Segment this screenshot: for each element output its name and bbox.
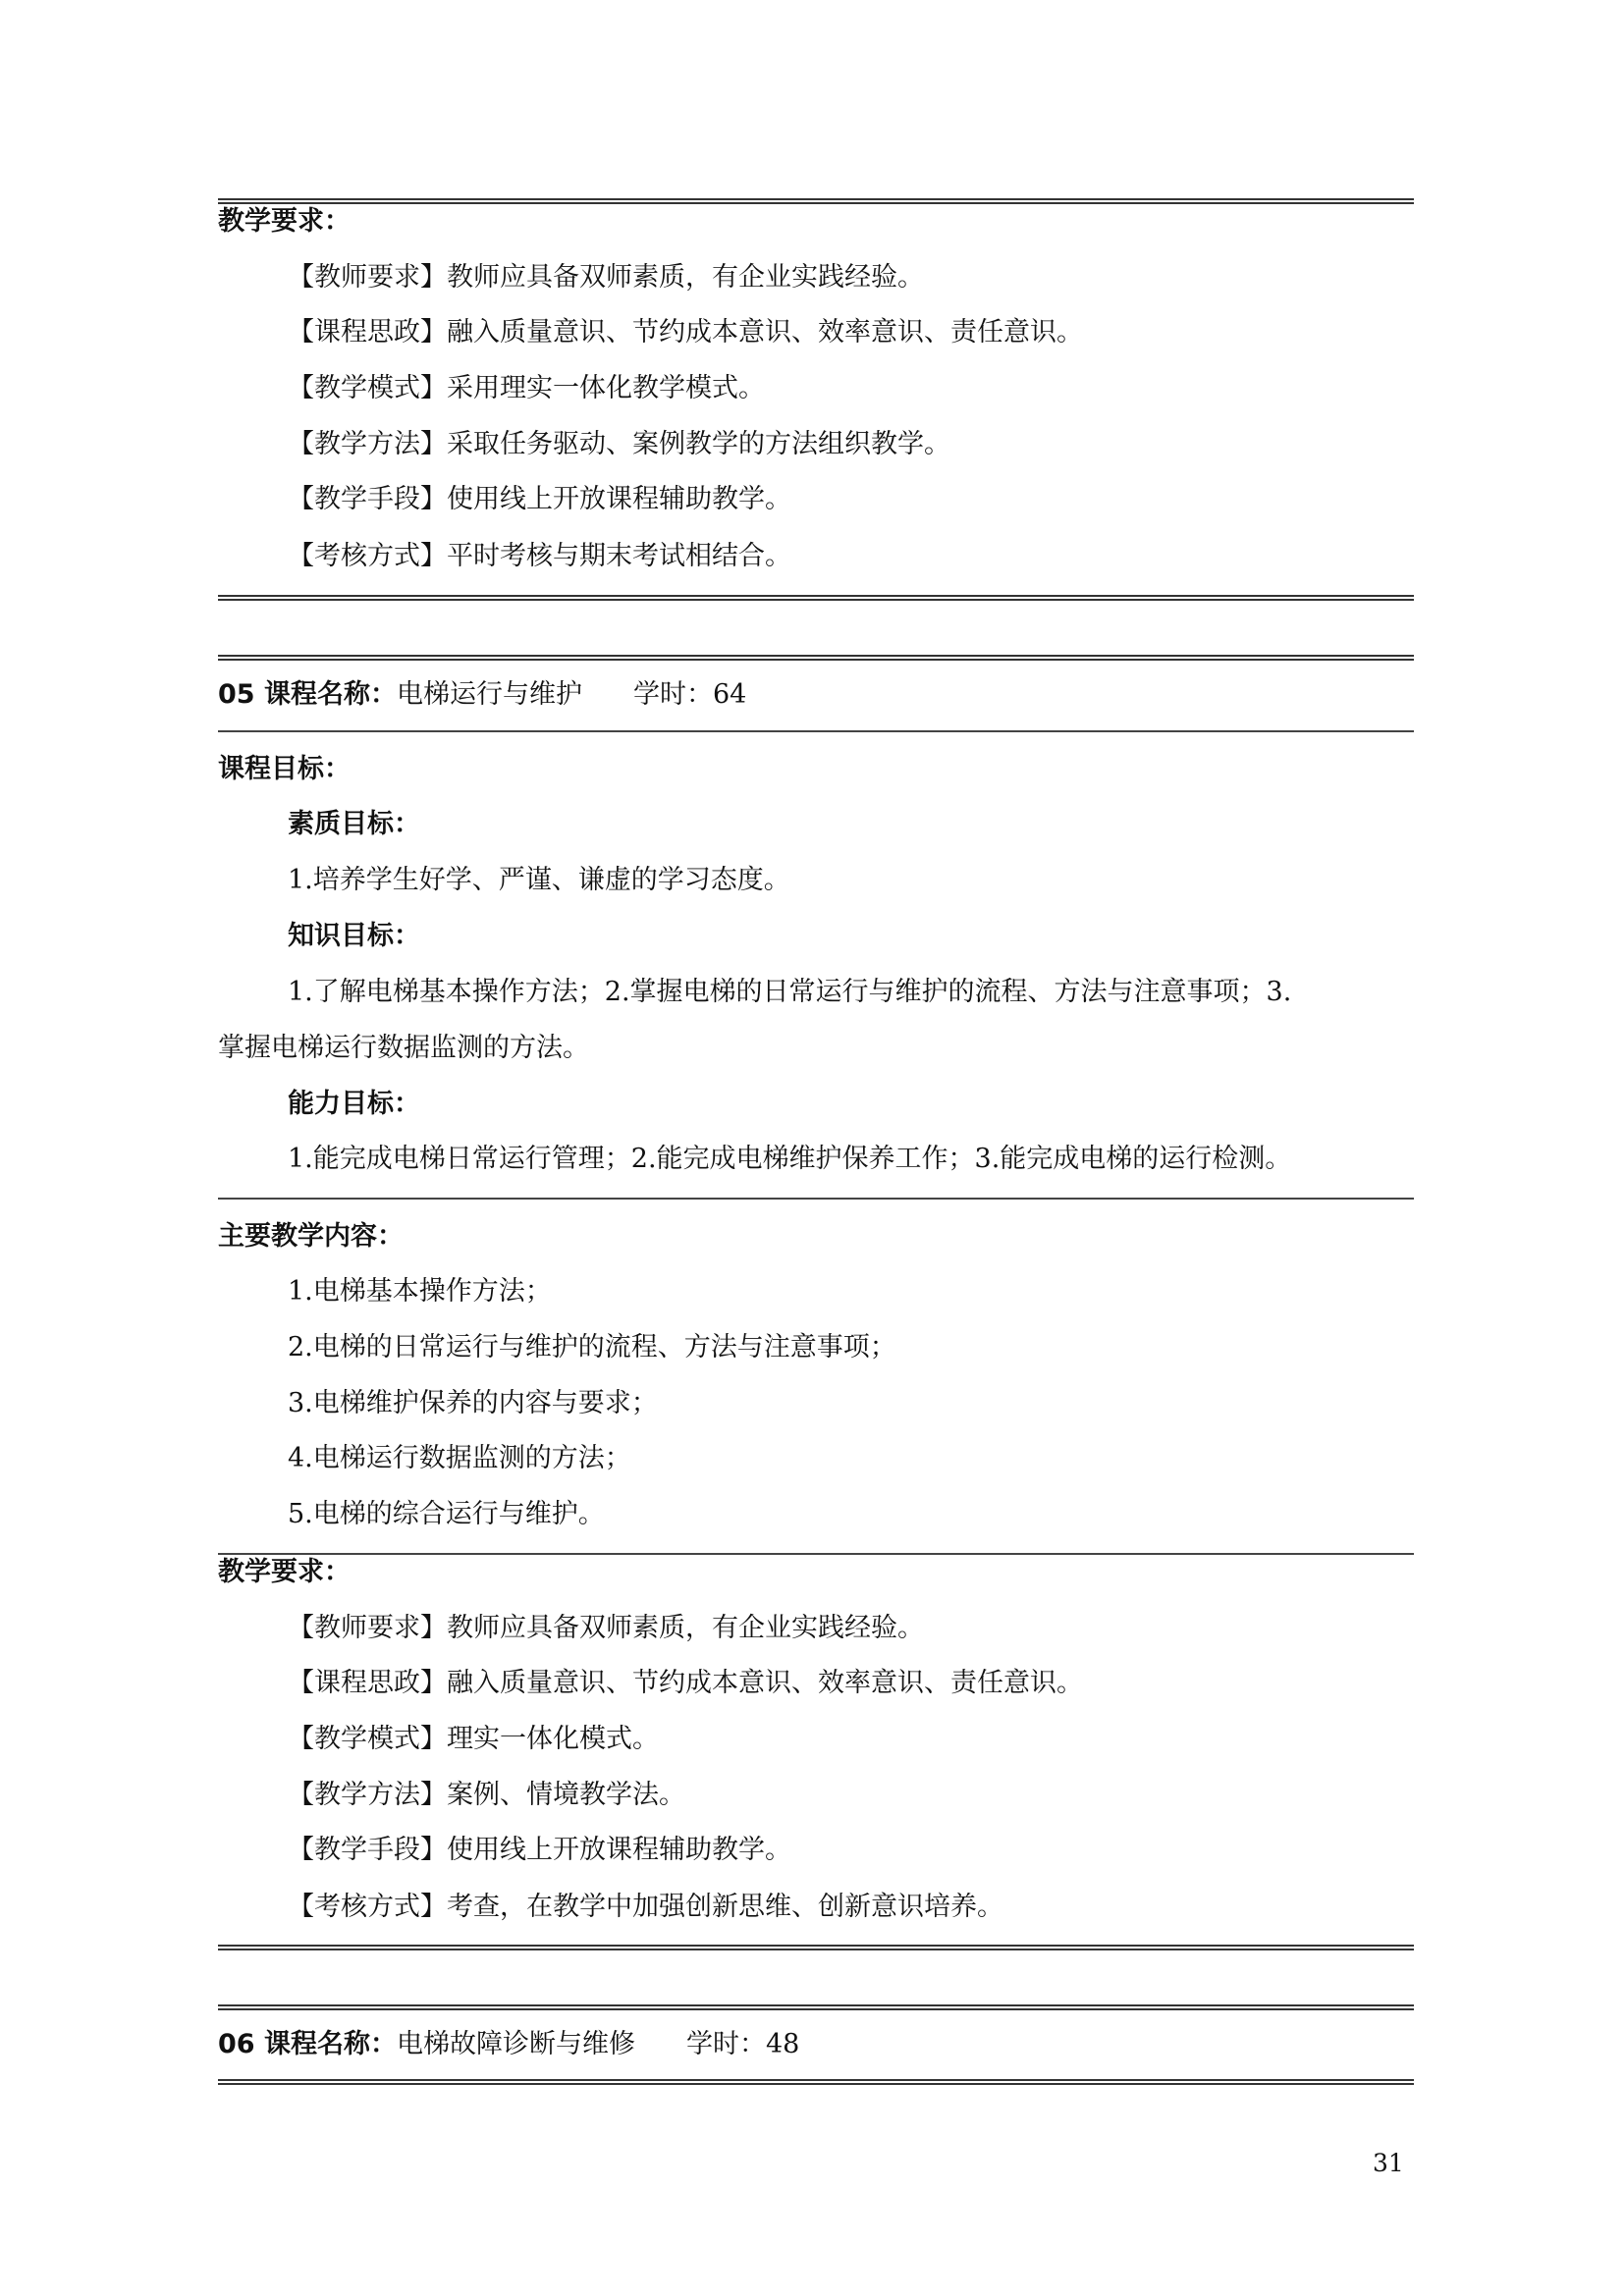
course-label: 05 课程名称：	[218, 679, 397, 710]
paragraph-continuation: 掌握电梯运行数据监测的方法。	[218, 1033, 589, 1063]
table-border-top	[218, 2004, 1414, 2010]
list-item: 【教师要求】教师应具备双师素质，有企业实践经验。	[288, 262, 924, 293]
list-item: 【教学方法】案例、情境教学法。	[288, 1780, 685, 1810]
list-item: 4.电梯运行数据监测的方法；	[288, 1443, 631, 1473]
section-heading-main-content: 主要教学内容：	[218, 1221, 404, 1252]
hours-value: 48	[765, 2029, 800, 2059]
list-item: 【考核方式】考查，在教学中加强创新思维、创新意识培养。	[288, 1892, 1003, 1922]
list-item: 1.电梯基本操作方法；	[288, 1276, 552, 1307]
course-name: 电梯故障诊断与维修	[396, 2029, 635, 2059]
list-item: 【教学模式】理实一体化模式。	[288, 1724, 659, 1754]
course-title-row	[218, 677, 1414, 713]
paragraph: 1.能完成电梯日常运行管理；2.能完成电梯维护保养工作；3.能完成电梯的运行检测。	[288, 1144, 1292, 1174]
row-divider	[218, 1198, 1414, 1200]
subheading-ability-goals: 能力目标：	[288, 1089, 420, 1119]
list-item: 【教师要求】教师应具备双师素质，有企业实践经验。	[288, 1613, 924, 1643]
hours-label: 学时：	[685, 2029, 766, 2059]
page-number: 31	[1373, 2149, 1404, 2177]
paragraph: 1.培养学生好学、严谨、谦虚的学习态度。	[288, 865, 790, 895]
list-item: 【教学手段】使用线上开放课程辅助教学。	[288, 484, 791, 514]
hours-label: 学时：	[632, 679, 713, 710]
list-item: 【考核方式】平时考核与期末考试相结合。	[288, 541, 791, 571]
course-label: 06 课程名称：	[218, 2029, 397, 2059]
course-name: 电梯运行与维护	[396, 679, 582, 710]
list-item: 3.电梯维护保养的内容与要求；	[288, 1388, 658, 1418]
table-border-bottom	[218, 2079, 1414, 2085]
subheading-quality-goals: 素质目标：	[288, 809, 420, 839]
hours-value: 64	[712, 679, 747, 710]
list-item: 【课程思政】融入质量意识、节约成本意识、效率意识、责任意识。	[288, 1668, 1083, 1698]
table-border-bottom	[218, 595, 1414, 601]
list-item: 【教学模式】采用理实一体化教学模式。	[288, 373, 765, 403]
table-border-top	[218, 655, 1414, 661]
section-heading-course-goals: 课程目标：	[218, 754, 351, 784]
list-item: 【教学手段】使用线上开放课程辅助教学。	[288, 1835, 791, 1865]
paragraph: 1.了解电梯基本操作方法；2.掌握电梯的日常运行与维护的流程、方法与注意事项；3.	[288, 977, 1292, 1007]
row-divider	[218, 730, 1414, 732]
section-heading-teaching-requirements: 教学要求：	[218, 206, 351, 237]
list-item: 2.电梯的日常运行与维护的流程、方法与注意事项；	[288, 1332, 896, 1362]
list-item: 【课程思政】融入质量意识、节约成本意识、效率意识、责任意识。	[288, 317, 1083, 347]
table-border-bottom	[218, 1945, 1414, 1950]
section-heading-teaching-requirements: 教学要求：	[218, 1557, 351, 1587]
subheading-knowledge-goals: 知识目标：	[288, 921, 420, 951]
course-title-row	[218, 2027, 1414, 2062]
list-item: 【教学方法】采取任务驱动、案例教学的方法组织教学。	[288, 429, 950, 459]
list-item: 5.电梯的综合运行与维护。	[288, 1499, 605, 1529]
